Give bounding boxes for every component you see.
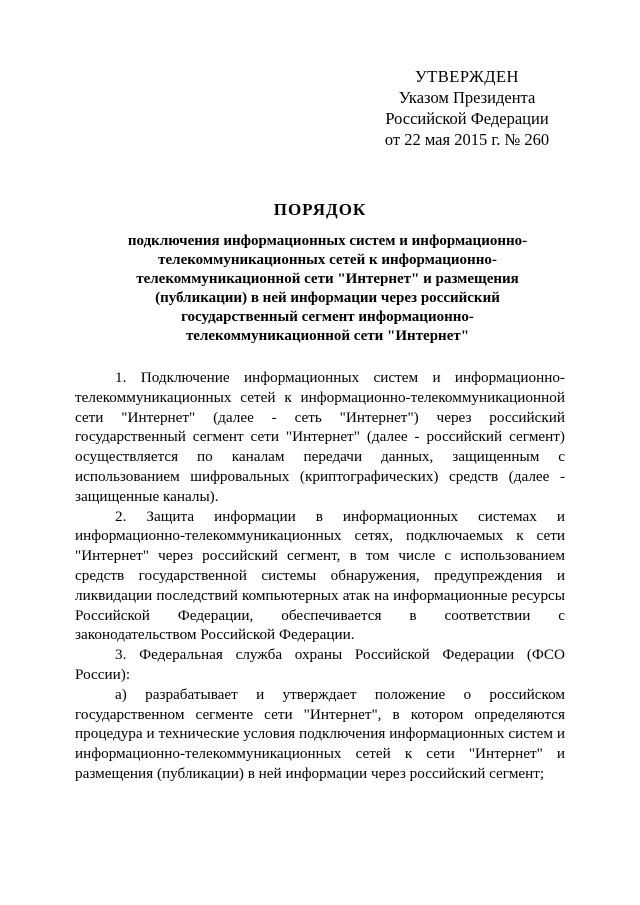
paragraph-1: 1. Подключение информационных систем и информационно-телекоммуникационных сетей к информационно-телекоммуникационной сети "Интернет" (далее - сеть "Интернет") через российский государственный сегмент сети "Интернет" (далее - российский сегмент) осуществляется по каналам передачи данных, защищенным с использованием шифровальных (криптографических) средств (далее - защищенные каналы).	[75, 369, 565, 505]
approval-date: от 22 мая 2015 г. № 260	[384, 130, 550, 149]
approval-country: Российской Федерации	[385, 109, 549, 128]
paragraph-2: 2. Защита информации в информационных системах и информационно-телекоммуникационных сетях, подключаемых к сети "Интернет" через российский сегмент, в том числе с использованием средств государственной системы обнаружения, предупреждения и ликвидации последствий компьютерных атак на информационные ресурсы Российской Федерации, обеспечивается в соответствии с законодательством Российской Федерации.	[75, 507, 565, 644]
approval-authority: Указом Президента	[398, 88, 536, 107]
document-subtitle: подключения информационных систем и информационно-телекоммуникационных сетей к информационно-телекоммуникационной сети "Интернет" и размещения (публикации) в ней информации через российский государственный сегмент информационно-телекоммуникационной сети "Интернет"	[127, 233, 528, 344]
document-body	[75, 368, 565, 784]
paragraph-3a: а) разрабатывает и утверждает положение о российском государственном сегменте сети "Интернет", в котором определяются процедура и технические условия подключения информационных систем и информационно-телекоммуникационных сетей к сети "Интернет" и размещения (публикации) в ней информации через российский сегмент;	[75, 685, 565, 782]
approval-heading: УТВЕРЖДЕН	[415, 67, 519, 86]
document-title: ПОРЯДОК	[273, 200, 367, 219]
approval-stamp	[372, 66, 562, 150]
paragraph-3: 3. Федеральная служба охраны Российской Федерации (ФСО России):	[75, 646, 565, 683]
